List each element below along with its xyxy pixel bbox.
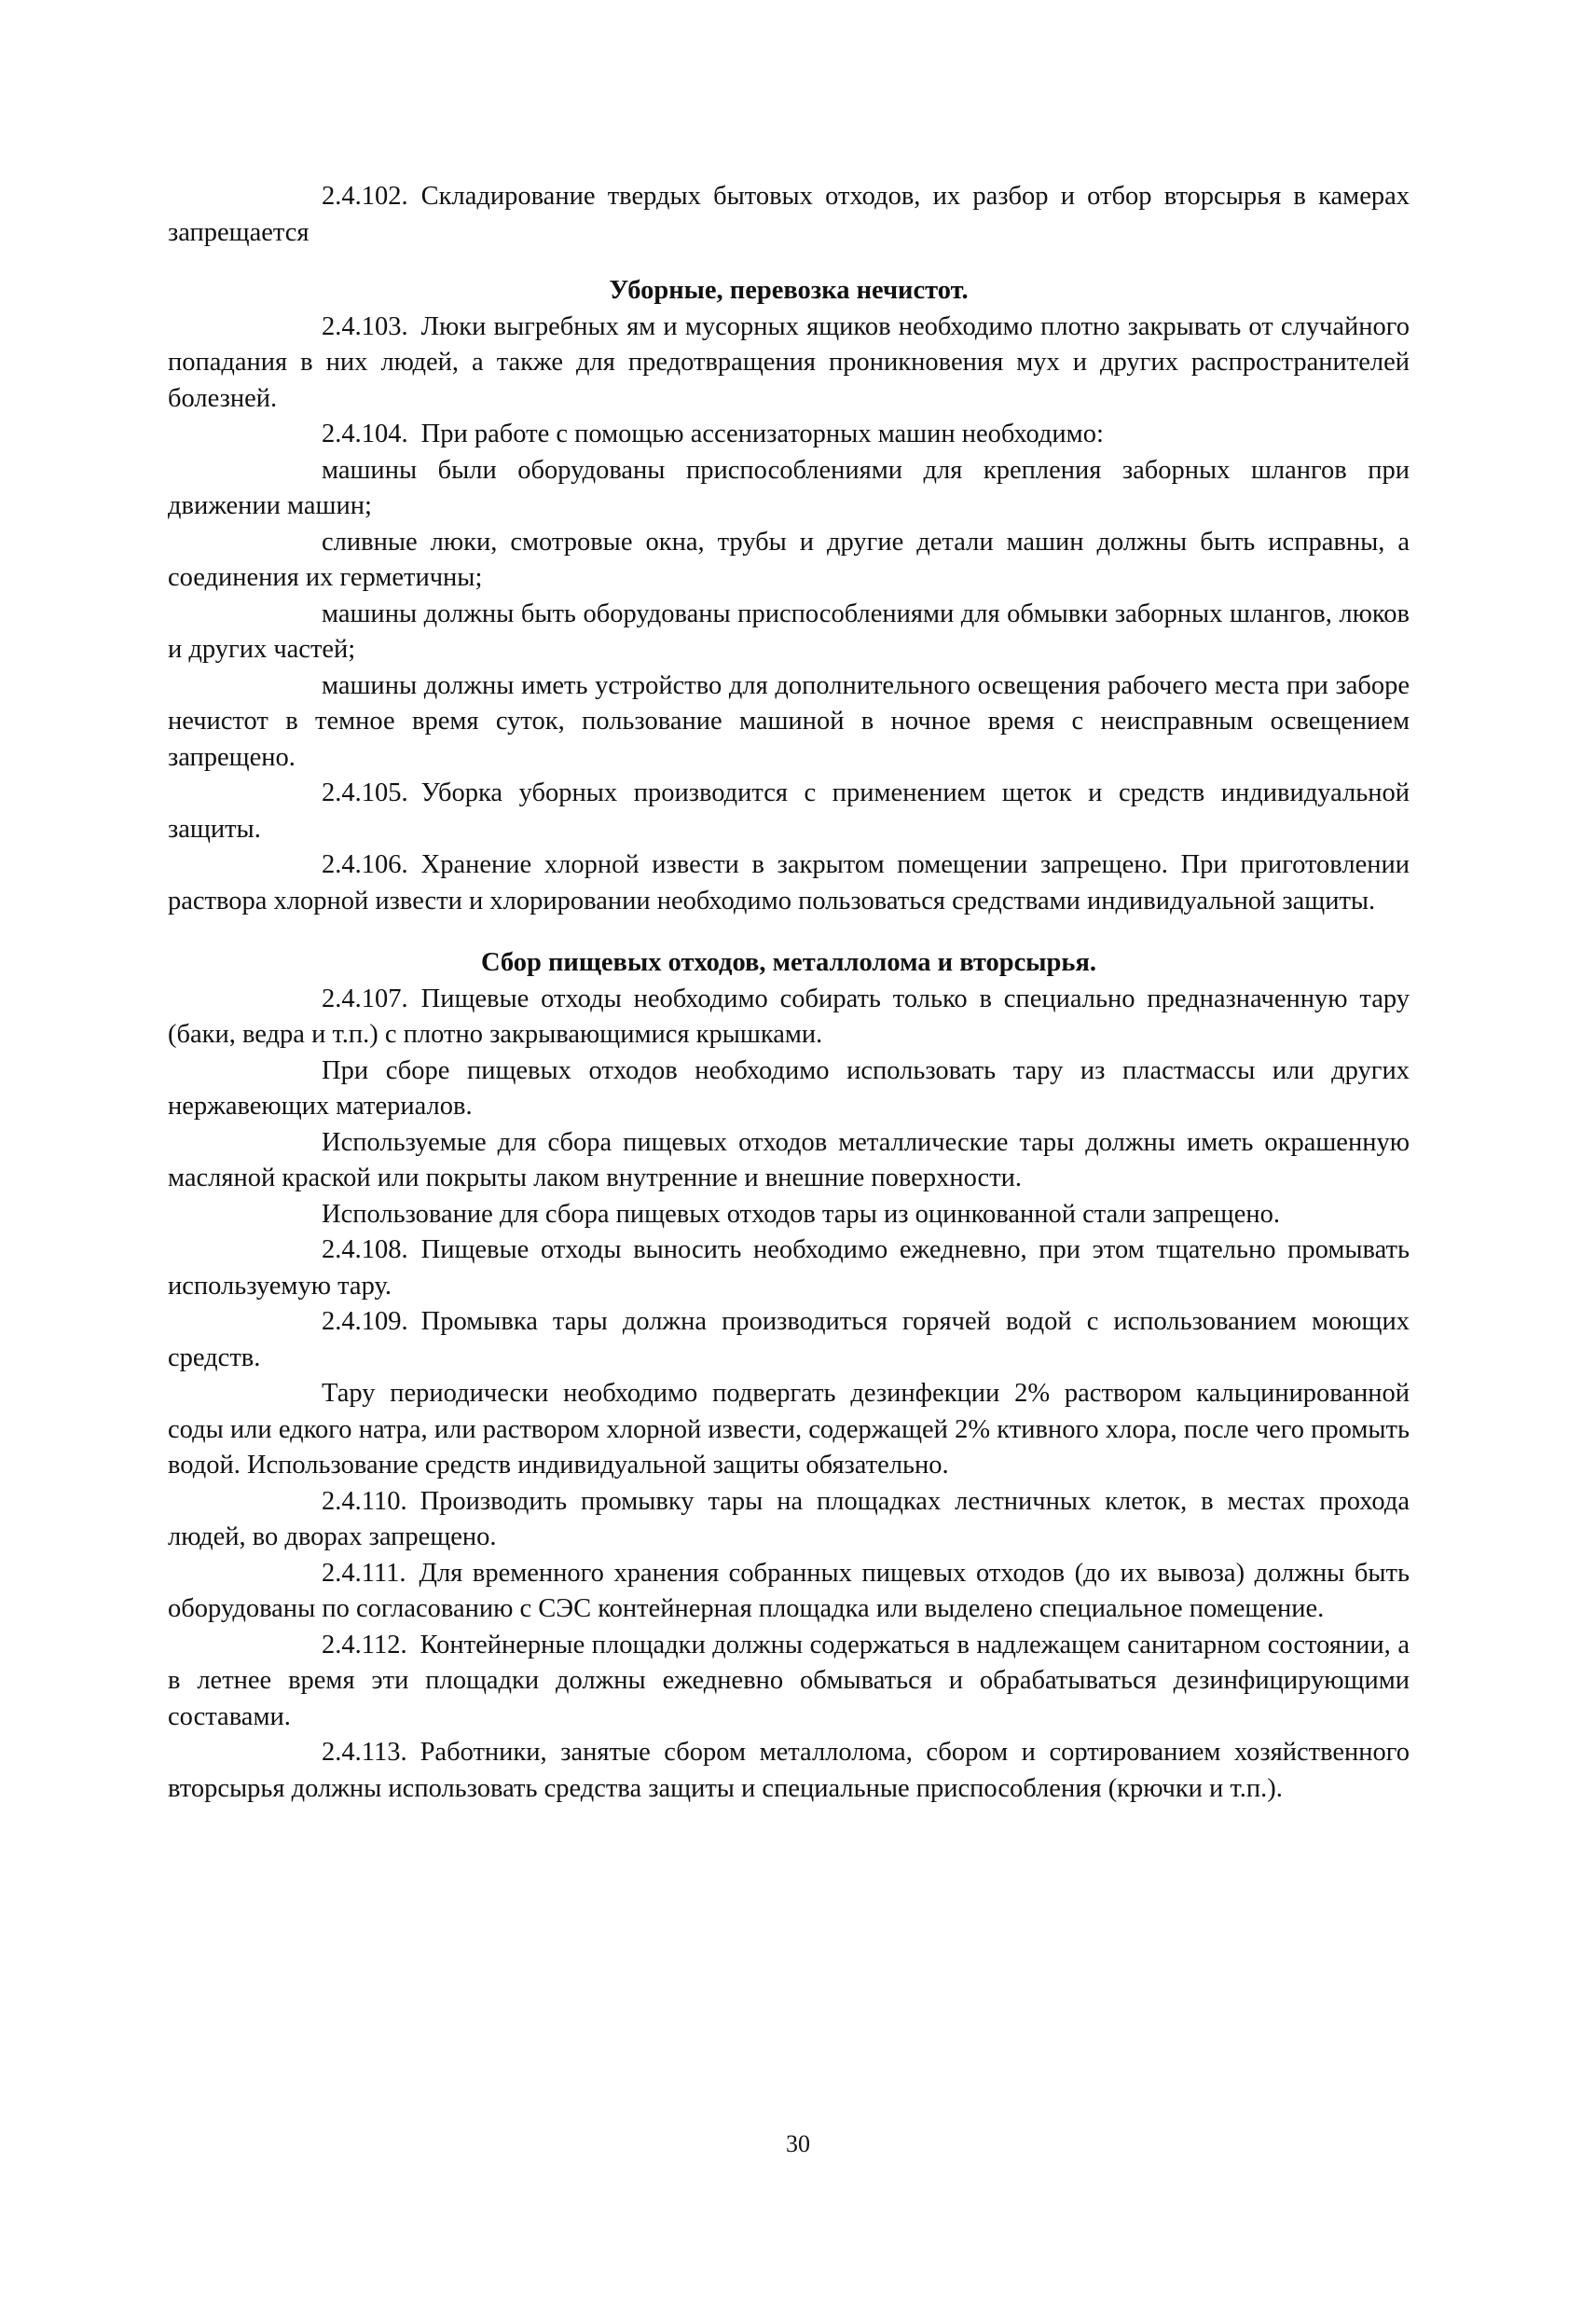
- paragraph-text: Производить промывку тары на площадках лестничных клеток, в местах прохода людей, во дворах запрещено.: [168, 1486, 1410, 1551]
- paragraph-number: 2.4.107.: [322, 984, 408, 1013]
- paragraph: [168, 1304, 1410, 1376]
- paragraph: [168, 417, 1410, 453]
- paragraph-text: машины должны быть оборудованы приспособлениями для обмывки заборных шлангов, люков и других частей;: [168, 599, 1410, 664]
- paragraph-text: Уборка уборных производится с применением щеток и средств индивидуальной защиты.: [168, 778, 1410, 844]
- paragraph-text: При работе с помощью ассенизаторных машин необходимо:: [420, 420, 1104, 448]
- paragraph: [168, 1125, 1410, 1197]
- paragraph: [168, 1735, 1410, 1807]
- paragraph: [168, 1484, 1410, 1556]
- paragraph-text: Промывка тары должна производиться горячей водой с использованием моющих средств.: [168, 1307, 1410, 1372]
- section-food-waste: [168, 982, 1410, 1808]
- paragraph: [168, 1376, 1410, 1484]
- paragraph-text: Используемые для сбора пищевых отходов металлические тары должны иметь окрашенную масляной краской или покрыты лаком внутренние и внешние поверхности.: [168, 1127, 1410, 1192]
- paragraph: [168, 1232, 1410, 1304]
- paragraph-text: Люки выгребных ям и мусорных ящиков необходимо плотно закрывать от случайного попадания в них людей, а также для предотвращения проникновения мух и других распространителей болезней.: [168, 311, 1410, 413]
- paragraph: [168, 1197, 1410, 1233]
- paragraph: [168, 982, 1410, 1053]
- paragraph-number: 2.4.111.: [322, 1558, 406, 1588]
- page-number: 30: [786, 2130, 810, 2157]
- paragraph: [168, 597, 1410, 668]
- paragraph-number: 2.4.102.: [322, 182, 408, 211]
- paragraph-number: 2.4.113.: [322, 1738, 407, 1767]
- paragraph: [168, 776, 1410, 847]
- paragraph-text: Контейнерные площадки должны содержаться в надлежащем санитарном состоянии, а в летнее время эти площадки должны ежедневно обмываться и обрабатываться дезинфицирующими составами.: [168, 1630, 1410, 1731]
- paragraph-text: Хранение хлорной извести в закрытом помещении запрещено. При приготовлении раствора хлорной извести и хлорировании необходимо пользоваться средствами индивидуальной защиты.: [168, 850, 1410, 916]
- paragraph: [168, 1053, 1410, 1125]
- paragraph-number: 2.4.112.: [322, 1630, 407, 1659]
- section-heading-food-waste: Сбор пищевых отходов, металлолома и вторсырья.: [480, 948, 1097, 977]
- paragraph-text: Пищевые отходы необходимо собирать только в специально предназначенную тару (баки, ведра и т.п.) с плотно закрывающимися крышками.: [168, 984, 1410, 1049]
- document-page: [168, 179, 1410, 1807]
- paragraph: [168, 1628, 1410, 1736]
- paragraph: [168, 847, 1410, 919]
- paragraph-number: 2.4.103.: [322, 311, 408, 341]
- paragraph-text: Тару периодически необходимо подвергать дезинфекции 2% раствором кальцинированной соды или едкого натра, или раствором хлорной извести, содержащей 2% ктивного хлора, после чего промыть водой. Использование средств индивидуальной защиты обязательно.: [168, 1379, 1410, 1480]
- paragraph-number: 2.4.110.: [322, 1486, 407, 1516]
- paragraph: [168, 668, 1410, 777]
- paragraph-text: Для временного хранения собранных пищевых отходов (до их вывоза) должны быть оборудованы по согласованию с СЭС контейнерная площадка или выделено специальное помещение.: [168, 1558, 1410, 1623]
- paragraph-number: 2.4.105.: [322, 778, 408, 807]
- paragraph-text: Использование для сбора пищевых отходов тары из оцинкованной стали запрещено.: [322, 1199, 1280, 1229]
- paragraph-text: Складирование твердых бытовых отходов, их разбор и отбор вторсырья в камерах запрещается: [168, 182, 1410, 247]
- paragraph: [168, 310, 1410, 418]
- paragraph-text: машины должны иметь устройство для дополнительного освещения рабочего места при заборе нечистот в темное время суток, пользование машиной в ночное время с неисправным освещением запрещено.: [168, 670, 1410, 772]
- paragraph: [168, 179, 1410, 251]
- section-toilets: [168, 310, 1410, 920]
- intro-block: [168, 179, 1410, 251]
- paragraph-text: сливные люки, смотровые окна, трубы и другие детали машин должны быть исправны, а соединения их герметичны;: [168, 527, 1410, 592]
- paragraph-number: 2.4.109.: [322, 1307, 408, 1336]
- paragraph-text: машины были оборудованы приспособлениями для крепления заборных шлангов при движении машин;: [168, 455, 1410, 520]
- paragraph: [168, 1556, 1410, 1628]
- paragraph-text: При сборе пищевых отходов необходимо использовать тару из пластмассы или других нержавеющих материалов.: [168, 1055, 1410, 1121]
- paragraph-number: 2.4.108.: [322, 1235, 408, 1264]
- paragraph-number: 2.4.106.: [322, 850, 408, 879]
- paragraph-text: Работники, занятые сбором металлолома, сбором и сортированием хозяйственного вторсырья должны использовать средства защиты и специальные приспособления (крючки и т.п.).: [168, 1738, 1410, 1803]
- section-heading-toilets: Уборные, перевозка нечистот.: [609, 276, 969, 305]
- paragraph: [168, 453, 1410, 525]
- paragraph-text: Пищевые отходы выносить необходимо ежедневно, при этом тщательно промывать используемую тару.: [168, 1235, 1410, 1301]
- paragraph: [168, 525, 1410, 597]
- paragraph-number: 2.4.104.: [322, 420, 408, 448]
